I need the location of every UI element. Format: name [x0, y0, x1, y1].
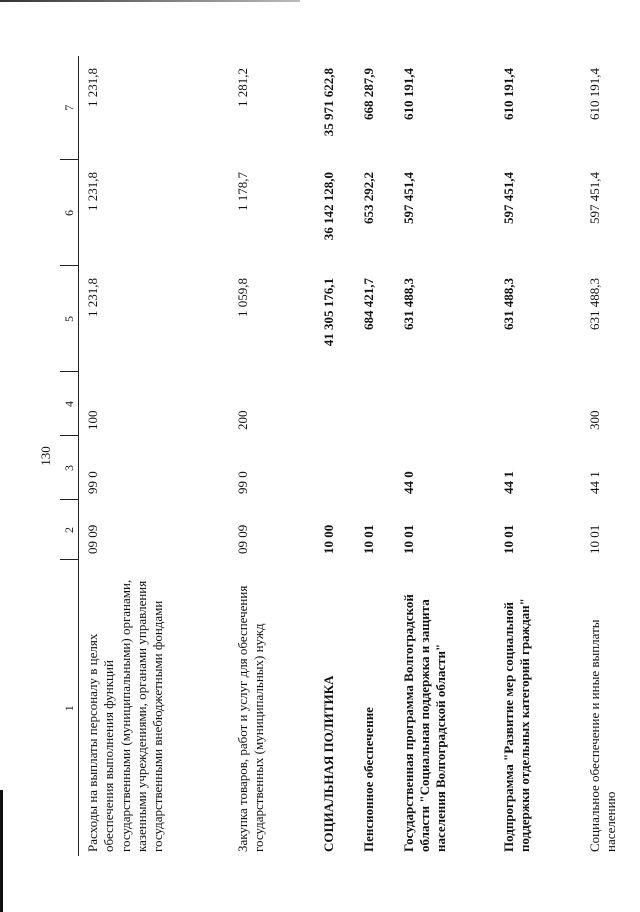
row-expense-type: 200 [234, 410, 250, 430]
row-value-col6: 597 451,4 [586, 172, 602, 224]
row-name: Подпрограмма "Развитие мер социальной поддержки отдельных категорий граждан" [500, 598, 532, 852]
column-header: 1 [60, 560, 79, 856]
column-header: 2 [60, 500, 79, 560]
row-expense-type [495, 372, 581, 436]
row-target-code: 44 1 [586, 471, 602, 494]
row-target-code: 44 0 [400, 471, 416, 494]
table-header-row [60, 56, 79, 856]
row-target-code: 99 0 [234, 471, 250, 494]
row-target-code [315, 436, 355, 500]
row-target-code: 99 0 [85, 471, 100, 494]
row-name: Государственная программа Волгоградской области "Социальная поддержка и защита населения Волгоградской области" [400, 594, 448, 852]
table-row [581, 56, 631, 856]
row-value-col6: 1 178,7 [234, 172, 250, 211]
table-row [395, 56, 495, 856]
row-name: Закупка товаров, работ и услуг для обеспечения государственных (муниципальных) нужд [234, 585, 266, 852]
row-section-code: 10 01 [360, 524, 376, 554]
row-value-col7: 610 191,4 [586, 68, 602, 120]
row-name: Социальное обеспечение и иные выплаты населению [586, 619, 618, 852]
row-value-col6: 653 292,2 [360, 172, 376, 224]
row-value-col7: 35 971 622,8 [320, 68, 336, 137]
row-value-col6: 36 142 128,0 [320, 172, 336, 241]
row-section-code: 09 09 [85, 524, 100, 554]
row-value-col5: 684 421,7 [360, 278, 376, 330]
row-name: Пенсионное обеспечение [360, 707, 376, 852]
row-value-col6: 1 231,8 [85, 172, 100, 211]
row-section-code: 09 09 [234, 524, 250, 554]
row-section-code: 10 00 [320, 524, 336, 554]
row-name: СОЦИАЛЬНАЯ ПОЛИТИКА [320, 675, 336, 852]
page-number: 130 [38, 446, 53, 466]
row-target-code [355, 436, 395, 500]
row-value-col7: 610 191,4 [400, 68, 416, 120]
row-value-col7: 1 231,8 [85, 68, 100, 107]
table-row [495, 56, 581, 856]
row-name: Расходы на выплаты персоналу в целях обеспечения выполнения функций государственными (муниципальными) органами, казенными учреждениями, органами управления государственными внебюджетными фондами [85, 579, 165, 852]
table-row [315, 56, 355, 856]
row-expense-type: 100 [85, 410, 100, 430]
table-row [355, 56, 395, 856]
row-target-code: 44 1 [500, 471, 516, 494]
row-value-col5: 41 305 176,1 [320, 278, 336, 347]
row-value-col5: 1 231,8 [85, 278, 100, 317]
row-value-col5: 1 059,8 [234, 278, 250, 317]
row-expense-type: 300 [586, 410, 602, 430]
row-value-col7: 610 191,4 [500, 68, 516, 120]
row-value-col7: 1 281,2 [234, 68, 250, 107]
row-value-col6: 597 451,4 [500, 172, 516, 224]
row-value-col6: 597 451,4 [400, 172, 416, 224]
column-header: 5 [60, 266, 79, 372]
row-section-code: 10 01 [400, 524, 416, 554]
row-value-col5: 631 488,3 [586, 278, 602, 330]
scan-edge-left [0, 790, 3, 912]
row-expense-type [395, 372, 495, 436]
document-sheet [60, 56, 620, 856]
table-row [229, 56, 315, 856]
scan-edge-top [0, 0, 300, 2]
table-row [79, 56, 229, 856]
table-body [79, 56, 631, 856]
budget-table [60, 56, 631, 856]
row-value-col5: 631 488,3 [400, 278, 416, 330]
row-section-code: 10 01 [586, 524, 602, 554]
column-header: 6 [60, 160, 79, 266]
row-section-code: 10 01 [500, 524, 516, 554]
column-header: 7 [60, 56, 79, 160]
row-value-col5: 631 488,3 [500, 278, 516, 330]
row-value-col7: 668 287,9 [360, 68, 376, 120]
column-header: 3 [60, 436, 79, 500]
column-header: 4 [60, 372, 79, 436]
row-expense-type [315, 372, 355, 436]
row-expense-type [355, 372, 395, 436]
